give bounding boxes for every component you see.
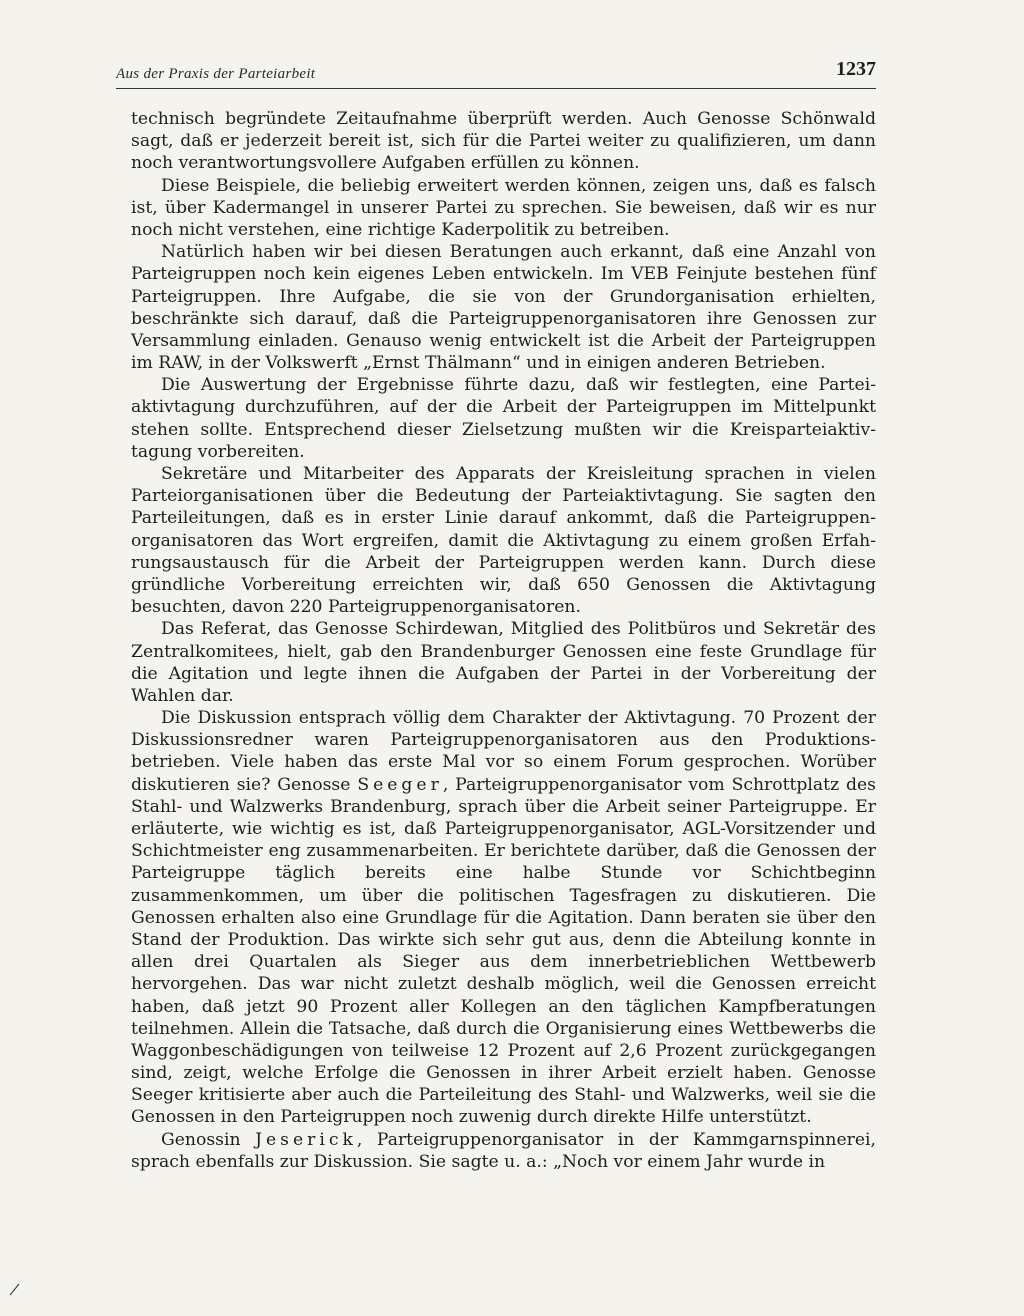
paragraph-7 [131,707,876,1129]
header-rule [116,88,876,89]
body-text [131,108,876,1173]
paragraph-5: Sekretäre und Mitarbeiter des Apparats der Kreisleitung sprachen in vielen Parteiorganisationen über die Bedeutung der Parteiaktivtagung. Sie sagten den Parteileitungen, daß es in erster Linie darauf ankommt, daß die Parteigruppenorganisatoren das Wort ergreifen, damit die Aktivtagung zu einem großen Erfahrungsaustausch für die Arbeit der Parteigruppen werden kann. Durch diese gründliche Vorbereitung erreichten wir, daß 650 Genossen die Aktivtagung besuchten, davon 220 Parteigruppenorganisatoren. [131,464,876,618]
spaced-name-jeserick: Jeserick [255,1129,357,1150]
paragraph-7-text-after: , Parteigruppenorganisator vom Schrottplatz des Stahl- und Walzwerks Brandenburg, sprach über die Arbeit seiner Parteigruppe. Er erläuterte, wie wichtig es ist, daß Parteigruppenorganisator, AGL-Vorsitzender und Schichtmeister eng zusammenarbeiten. Er berichtete darüber, daß die Genossen der Parteigruppe täglich bereits eine halbe Stunde vor Schichtbeginn zusammenkommen, um über die politischen Tagesfragen zu diskutieren. Die Genossen erhalten also eine Grundlage für die Agitation. Dann beraten sie über den Stand der Produktion. Das wirkte sich sehr gut aus, denn die Abteilung konnte in allen drei Quartalen als Sieger aus dem innerbetrieblichen Wettbewerb hervorgehen. Das war nicht zuletzt deshalb möglich, weil die Genossen erreicht haben, daß jetzt 90 Prozent aller Kollegen an den täglichen Kampfberatungen teilnehmen. Allein die Tatsache, daß durch die Organisierung eines Wettbewerbs die Waggonbeschädigungen von teilweise 12 Prozent auf 2,6 Prozent zurückgegangen sind, zeigt, welche Erfolge die Genossen in ihrer Arbeit erzielt haben. Genosse Seeger kritisierte aber auch die Parteileitung des Stahl- und Walzwerks, weil sie die Genossen in den Parteigruppen noch zuwenig durch direkte Hilfe unterstützt. [131,774,876,1128]
paragraph-8-text-before: Genossin [161,1129,256,1150]
paragraph-8 [131,1129,876,1173]
paragraph-7-text-before: Die Diskussion entsprach völlig dem Charakter der Aktivtagung. 70 Prozent der Diskussionsredner waren Parteigruppenorganisatoren aus den Produktionsbetrieben. Viele haben das erste Mal vor so einem Forum gesprochen. Worüber diskutieren sie? Genosse [131,708,876,795]
page-number: 1237 [836,58,876,80]
paragraph-8-text-after: , Parteigruppenorganisator in der Kammgarnspinnerei, sprach ebenfalls zur Diskussion. Sie sagte u. a.: „Noch vor einem Jahr wurde in [131,1129,876,1172]
paragraph-6: Das Referat, das Genosse Schirdewan, Mitglied des Politbüros und Sekretär des Zentralkomitees, hielt, gab den Brandenburger Genossen eine feste Grundlage für die Agitation und legte ihnen die Aufgaben der Partei in der Vorbereitung der Wahlen dar. [131,619,876,706]
running-head [116,56,876,86]
spaced-name-seeger: Seeger [357,774,443,795]
paragraph-2: Diese Beispiele, die beliebig erweitert werden können, zeigen uns, daß es falsch ist, über Kadermangel in unserer Partei zu sprechen. Sie beweisen, daß wir es nur noch nicht verstehen, eine richtige Kaderpolitik zu betreiben. [131,175,876,240]
paragraph-3: Natürlich haben wir bei diesen Beratungen auch erkannt, daß eine Anzahl von Parteigruppen noch kein eigenes Leben entwickeln. Im VEB Feinjute bestehen fünf Parteigruppen. Ihre Aufgabe, die sie von der Grundorganisation erhielten, beschränkte sich darauf, daß die Parteigruppenorganisatoren ihre Genossen zur Versammlung einladen. Genauso wenig entwickelt ist die Arbeit der Parteigruppen im RAW, in der Volkswerft „Ernst Thälmann“ und in einigen anderen Betrieben. [131,242,876,374]
pen-mark-icon [8,1282,22,1296]
paragraph-4: Die Auswertung der Ergebnisse führte dazu, daß wir festlegten, eine Parteiaktivtagung durchzuführen, auf der die Arbeit der Parteigruppen im Mittelpunkt stehen sollte. Entsprechend dieser Zielsetzung mußten wir die Kreisparteiaktivtagung vorbereiten. [131,375,876,462]
running-title: Aus der Praxis der Parteiarbeit [116,66,316,82]
paragraph-1: technisch begründete Zeitaufnahme überprüft werden. Auch Genosse Schönwald sagt, daß er jederzeit bereit ist, sich für die Partei weiter zu qualifizieren, um dann noch verantwortungsvollere Aufgaben erfüllen zu können. [131,109,876,174]
